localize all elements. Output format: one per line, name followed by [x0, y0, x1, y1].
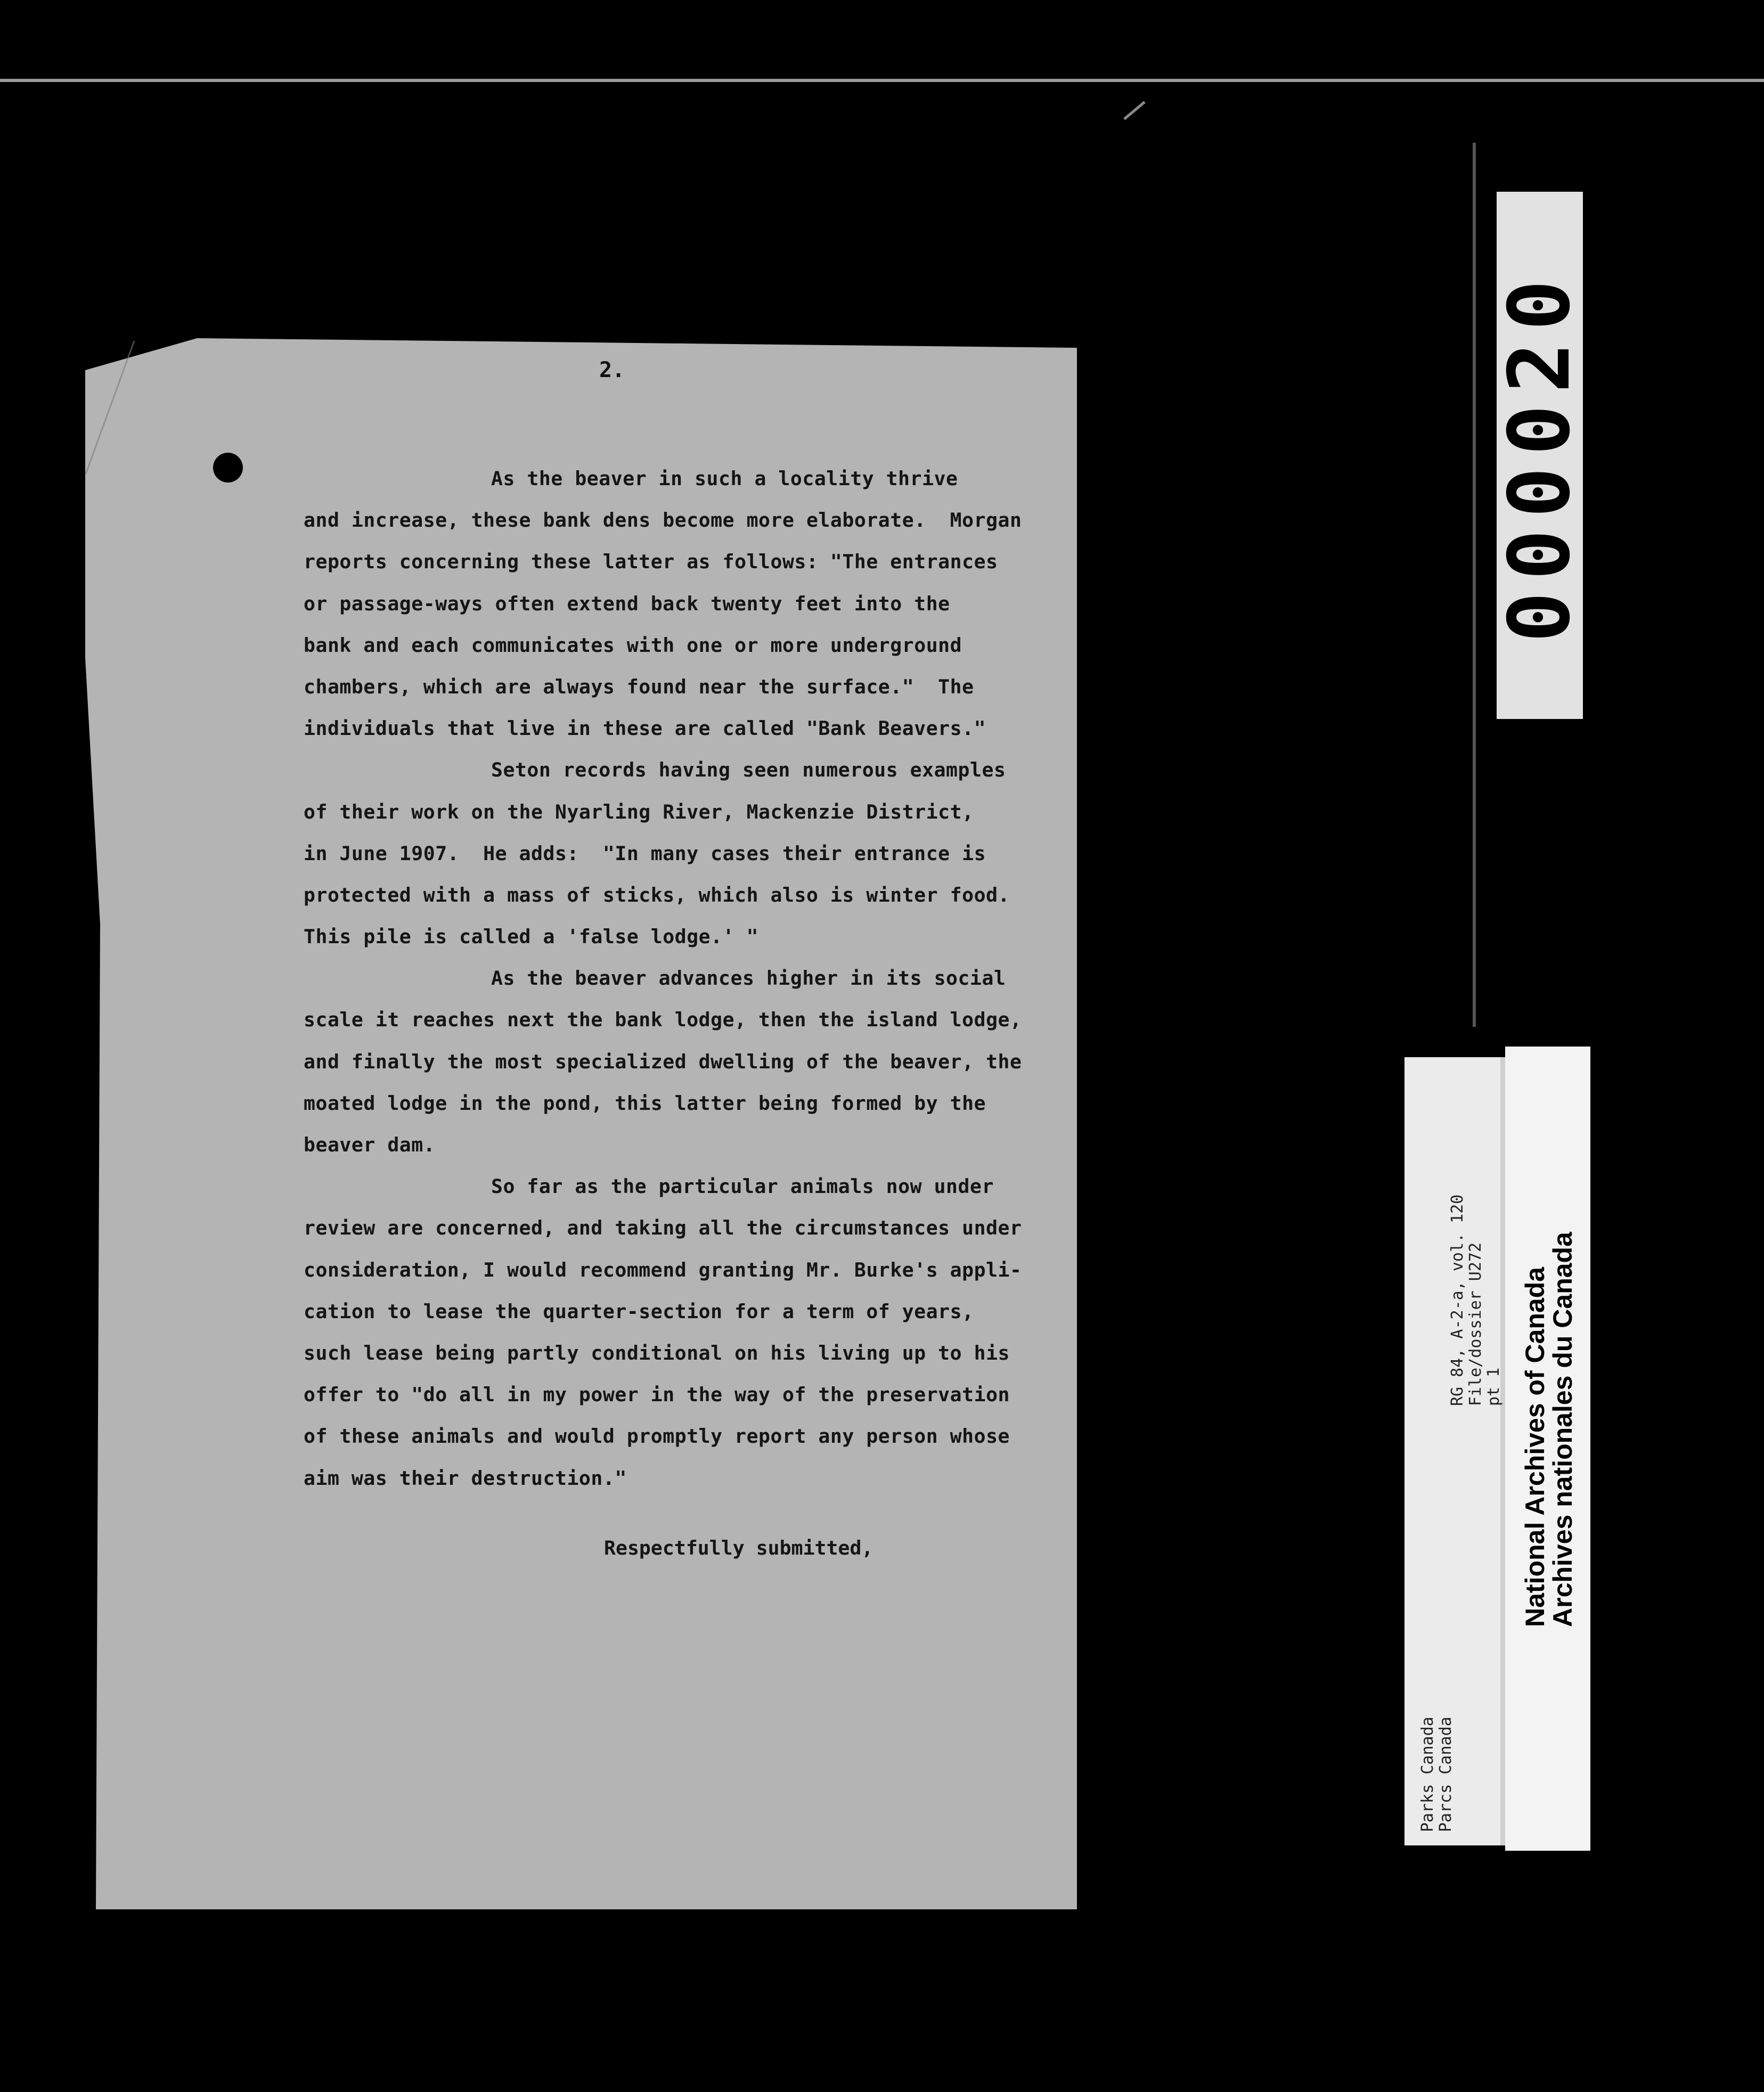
- paragraph-1: [304, 458, 1071, 749]
- page-number: 2.: [599, 358, 625, 382]
- text-line: offer to "do all in my power in the way of the preservation: [304, 1383, 1010, 1407]
- text-line: moated lodge in the pond, this latter being formed by the: [304, 1091, 986, 1115]
- institution-fr: Archives nationales du Canada: [1548, 1232, 1578, 1627]
- text-line: Seton records having seen numerous examples: [491, 758, 1006, 782]
- text-line: beaver dam.: [304, 1133, 436, 1156]
- text-line: scale it reaches next the bank lodge, then the island lodge,: [304, 1008, 1022, 1032]
- text-line: reports concerning these latter as follows: "The entrances: [304, 550, 998, 574]
- archive-reference-line3: pt 1: [1484, 1367, 1503, 1406]
- text-line: chambers, which are always found near the surface." The: [304, 675, 974, 698]
- archive-reference-line2: File/dossier U272: [1466, 1242, 1485, 1406]
- text-line: in June 1907. He adds: "In many cases their entrance is: [304, 841, 986, 865]
- text-line: or passage-ways often extend back twenty feet into the: [304, 592, 950, 615]
- microfilm-frame-rule: [1473, 143, 1476, 1027]
- text-line: and increase, these bank dens become more elaborate. Morgan: [304, 509, 1022, 532]
- institution-en: National Archives of Canada: [1520, 1266, 1550, 1627]
- text-line: consideration, I would recommend granting Mr. Burke's appli-: [304, 1258, 1022, 1281]
- department-en: Parks Canada: [1418, 1717, 1437, 1832]
- paragraph-3: [304, 958, 1071, 1166]
- label-divider: [1500, 1057, 1505, 1845]
- microfilm-top-rule: [0, 79, 1764, 82]
- text-line: bank and each communicates with one or more underground: [304, 633, 962, 657]
- department-fr: Parcs Canada: [1436, 1717, 1455, 1832]
- paragraph-4: [304, 1166, 1071, 1499]
- document-body: [304, 458, 1071, 1499]
- text-line: As the beaver advances higher in its social: [491, 967, 1006, 990]
- text-line: As the beaver in such a locality thrive: [491, 467, 958, 490]
- text-line: cation to lease the quarter-section for a term of years,: [304, 1300, 974, 1323]
- text-line: aim was their destruction.": [304, 1466, 627, 1490]
- text-line: individuals that live in these are called "Bank Beavers.": [304, 717, 986, 740]
- frame-number: 000020: [1491, 268, 1589, 643]
- frame-number-strip: [1491, 192, 1589, 719]
- text-line: such lease being partly conditional on his living up to his: [304, 1341, 1010, 1364]
- text-line: review are concerned, and taking all the circumstances under: [304, 1216, 1022, 1240]
- archive-reference-line1: RG 84, A-2-a, vol. 120: [1448, 1194, 1467, 1406]
- text-line: and finally the most specialized dwelling of the beaver, the: [304, 1050, 1022, 1073]
- stray-mark: [1123, 101, 1146, 120]
- text-line: of their work on the Nyarling River, Mackenzie District,: [304, 800, 974, 823]
- text-line: This pile is called a 'false lodge.' ": [304, 925, 759, 949]
- text-line: So far as the particular animals now under: [491, 1175, 994, 1198]
- closing-signoff: Respectfully submitted,: [604, 1537, 873, 1559]
- paragraph-2: [304, 749, 1071, 958]
- text-line: of these animals and would promptly report any person whose: [304, 1425, 1010, 1448]
- punch-hole: [213, 453, 243, 483]
- text-line: protected with a mass of sticks, which also is winter food.: [304, 883, 1010, 906]
